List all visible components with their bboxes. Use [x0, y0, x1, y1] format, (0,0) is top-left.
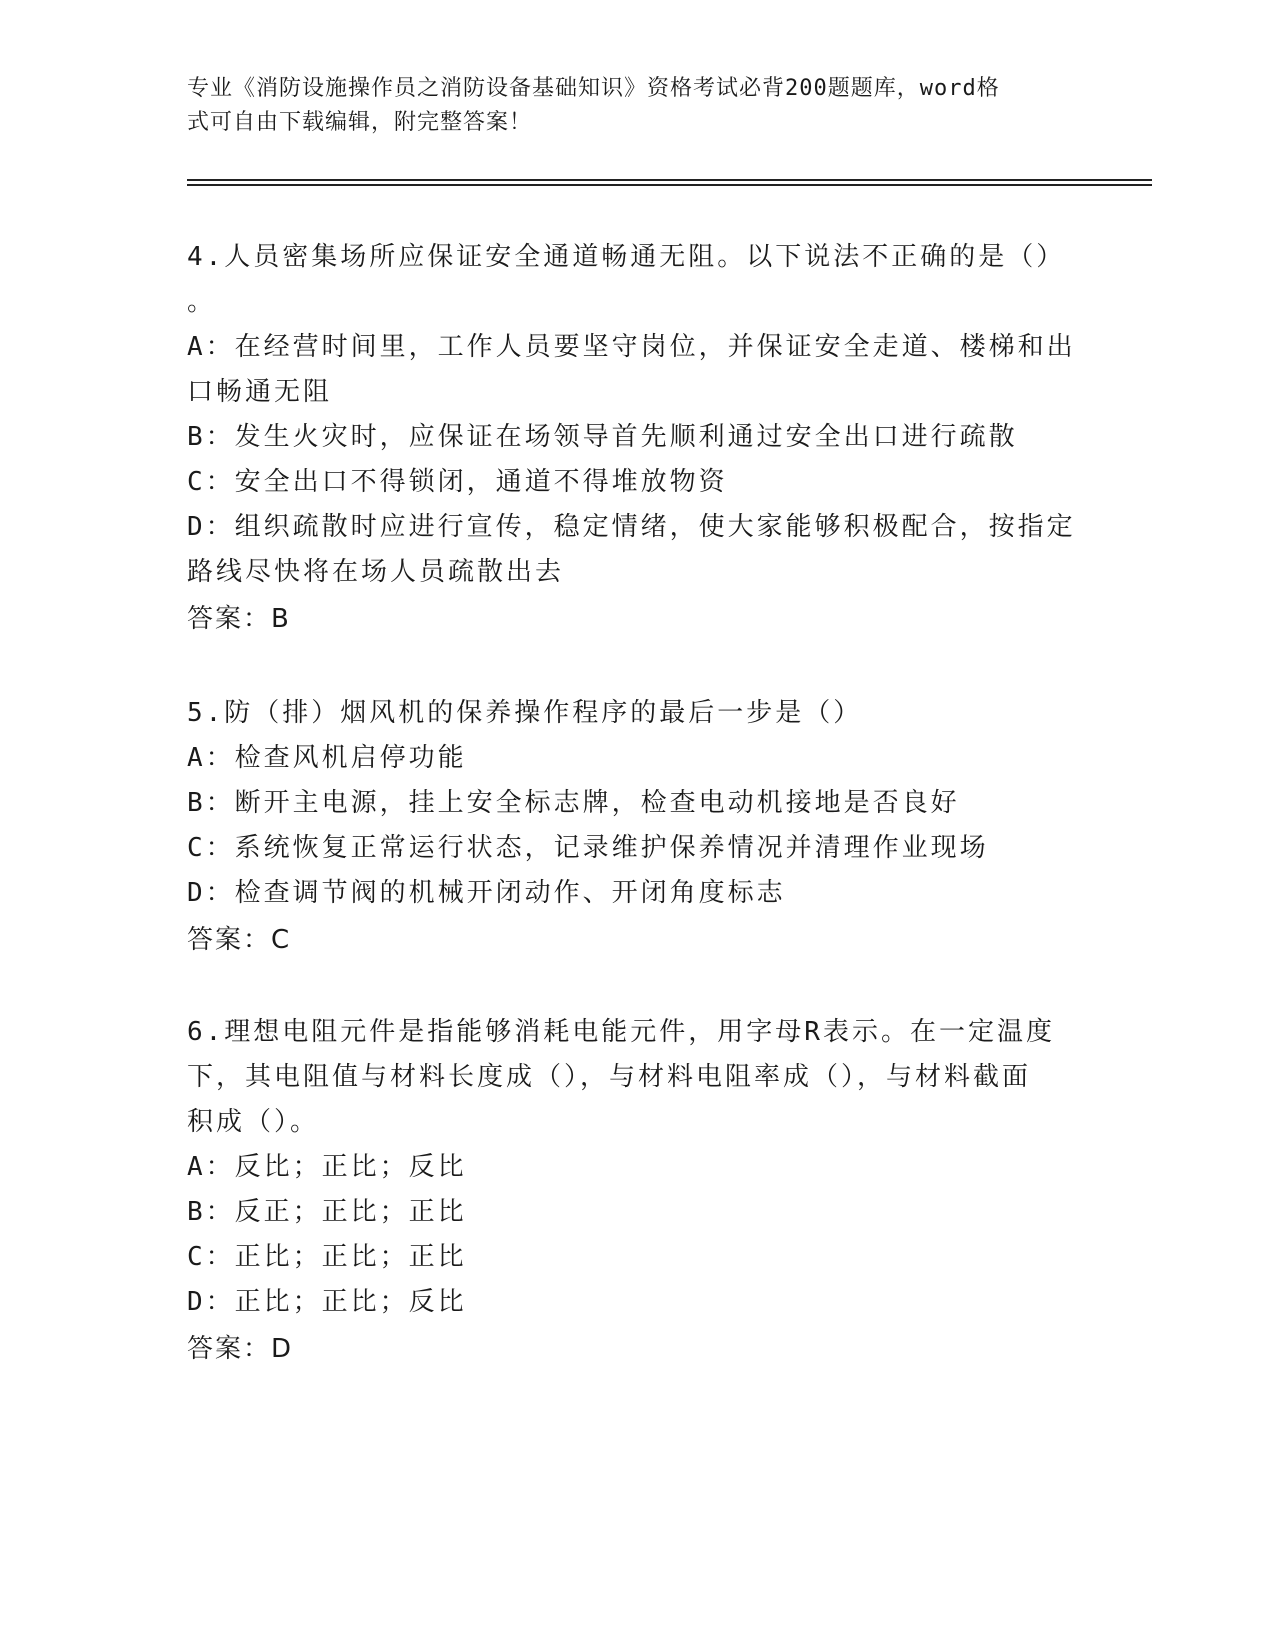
question-stem-line: 积成（）。 [187, 1107, 320, 1137]
option-b: B：发生火灾时，应保证在场领导首先顺利通过安全出口进行疏散 [187, 422, 1018, 452]
option-c: C：正比；正比；正比 [187, 1242, 467, 1272]
header-divider-top [187, 179, 1152, 181]
option-c: C：系统恢复正常运行状态，记录维护保养情况并清理作业现场 [187, 833, 989, 863]
option-d-continued: 路线尽快将在场人员疏散出去 [187, 557, 565, 587]
option-b: B：断开主电源，挂上安全标志牌，检查电动机接地是否良好 [187, 788, 960, 818]
answer-label: 答案：D [187, 1334, 294, 1364]
option-a: A：在经营时间里，工作人员要坚守岗位，并保证安全走道、楼梯和出 [187, 332, 1076, 362]
question-5 [187, 691, 1087, 964]
question-stem-line: 下，其电阻值与材料长度成（），与材料电阻率成（），与材料截面 [187, 1062, 1032, 1092]
question-stem-line: 5.防（排）烟风机的保养操作程序的最后一步是（） [187, 698, 863, 728]
document-header [187, 72, 1067, 140]
question-6 [187, 1010, 1087, 1373]
question-stem-line: 6.理想电阻元件是指能够消耗电能元件，用字母R表示。在一定温度 [187, 1017, 1055, 1047]
question-stem-line: 4.人员密集场所应保证安全通道畅通无阻。以下说法不正确的是（） [187, 242, 1066, 272]
answer-label: 答案：B [187, 604, 291, 634]
option-a: A：检查风机启停功能 [187, 743, 467, 773]
option-a: A：反比；正比；反比 [187, 1152, 467, 1182]
option-a-continued: 口畅通无阻 [187, 377, 333, 407]
question-stem-line: 。 [187, 287, 217, 317]
option-d: D：检查调节阀的机械开闭动作、开闭角度标志 [187, 878, 786, 908]
option-d: D：组织疏散时应进行宣传，稳定情绪，使大家能够积极配合，按指定 [187, 512, 1076, 542]
option-c: C：安全出口不得锁闭，通道不得堆放物资 [187, 467, 728, 497]
header-divider-bottom [187, 184, 1152, 186]
option-d: D：正比；正比；反比 [187, 1287, 467, 1317]
answer-label: 答案：C [187, 925, 292, 955]
header-line-2: 式可自由下载编辑，附完整答案！ [187, 110, 533, 135]
question-4 [187, 235, 1087, 643]
header-line-1: 专业《消防设施操作员之消防设备基础知识》资格考试必背200题题库，word格 [187, 76, 1000, 101]
option-b: B：反正；正比；正比 [187, 1197, 467, 1227]
